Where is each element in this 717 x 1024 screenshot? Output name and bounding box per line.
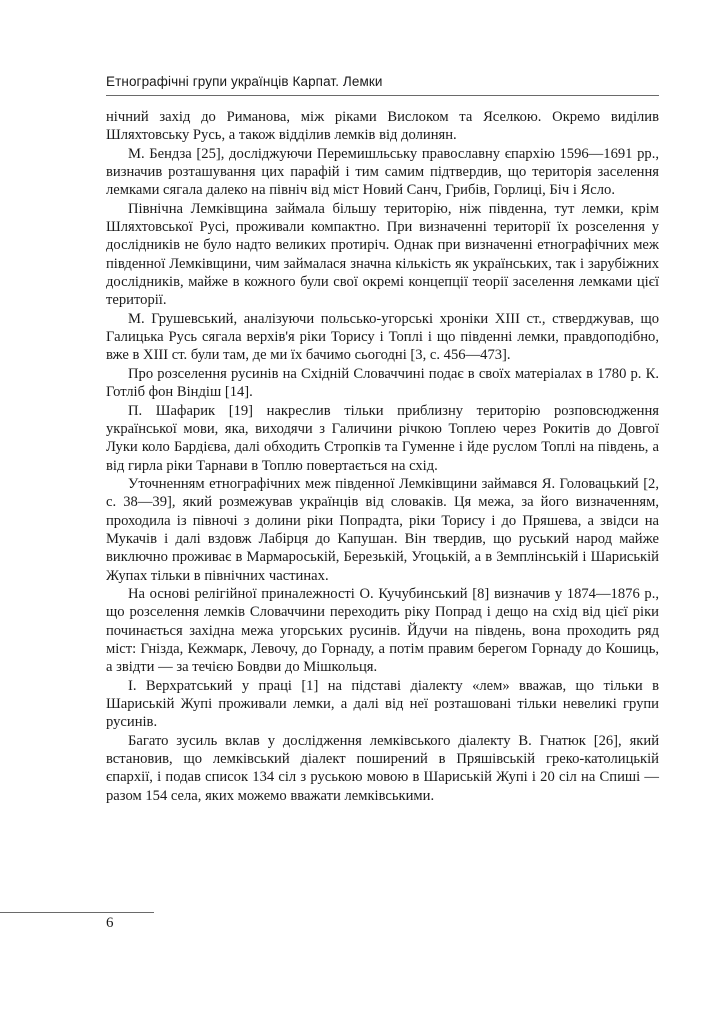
running-title: Етнографічні групи українців Карпат. Лемки [106, 74, 383, 89]
paragraph: Багато зусиль вклав у дослідження лемківського діалекту В. Гнатюк [26], який встановив, що лемківський діалект поширений в Пряшівській греко-католицькій єпархії, і подав список 134 сіл з руською мовою в Шариській Жупі і 20 сіл на Спиші — разом 154 села, яких можемо вважати лемківськими. [106, 732, 659, 804]
paragraph: П. Шафарик [19] накреслив тільки приблизну територію розповсюдження української мови, яка, виходячи з Галичини річкою Топлею через Рокитів до Довгої Луки коло Бардієва, далі обходить Стропків та Гуменне і йде руслом Топлі на південь, а від гирла ріки Тарнави в Топлю повертається на схід. [106, 402, 659, 474]
paragraph: Північна Лемківщина займала більшу територію, ніж південна, тут лемки, крім Шляхтовської Русі, проживали компактно. При визначенні території їх розселення у дослідників не було надто великих протиріч. Однак при визначенні етнографічних меж південної Лемківщини, чим займалася значна кількість як українських, так і зарубіжних дослідників, майже в кожного були свої окремі концепції теорії заселення лемками цієї території. [106, 200, 659, 309]
paragraph: М. Бендза [25], досліджуючи Перемишльську православну єпархію 1596—1691 рр., визначив розташування цих парафій і тим самим підтвердив, що територія заселення лемками сягала далеко на північ від міст Новий Санч, Грибів, Горлиці, Біч і Ясло. [106, 145, 659, 199]
paragraph: Про розселення русинів на Східній Словаччині подає в своїх матеріалах в 1780 р. К. Готліб фон Віндіш [14]. [106, 365, 659, 401]
footer-rule [0, 912, 154, 913]
body-text [106, 108, 659, 805]
paragraph: М. Грушевський, аналізуючи польсько-угорські хроніки XIII ст., стверджував, що Галицька Русь сягала верхів'я ріки Торису і Топлі і що південні лемки, правдоподібно, вже в XIII ст. були там, де ми їх бачимо сьогодні [3, с. 456—473]. [106, 310, 659, 364]
paragraph: І. Верхратський у праці [1] на підставі діалекту «лем» вважав, що тільки в Шариській Жупі проживали лемки, а далі від неї розташовані тільки невеликі групи русинів. [106, 677, 659, 731]
page-number: 6 [106, 915, 114, 931]
paragraph: Уточненням етнографічних меж південної Лемківщини займався Я. Головацький [2, с. 38—39], який розмежував українців від словаків. Ця межа, за його визначенням, проходила із півночі з долини ріки Попрадта, ріки Торису і до Пряшева, а звідси на Мукачів і далі вздовж Лабірця до Капушан. Він твердив, що руський народ майже виключно проживає в Мармароській, Березькій, Угоцькій, а в Земплінській і Шариській Жупах тільки в північних частинах. [106, 475, 659, 584]
paragraph: На основі релігійної приналежності О. Кучубинський [8] визначив у 1874—1876 р., що розселення лемків Словаччини переходить ріку Попрад і дещо на схід від цієї ріки починається західна межа угорських русинів. Йдучи на південь, вона проходить ряд міст: Гнізда, Кежмарк, Левочу, до Горнаду, а потім правим берегом Горнаду до Кошиць, а звідти — за течією Бовдви до Мішкольця. [106, 585, 659, 676]
header-rule [106, 95, 659, 96]
paragraph-continuation: нічний захід до Риманова, між ріками Вислоком та Яселкою. Окремо виділив Шляхтовську Русь, а також відділив лемків від долинян. [106, 109, 659, 144]
